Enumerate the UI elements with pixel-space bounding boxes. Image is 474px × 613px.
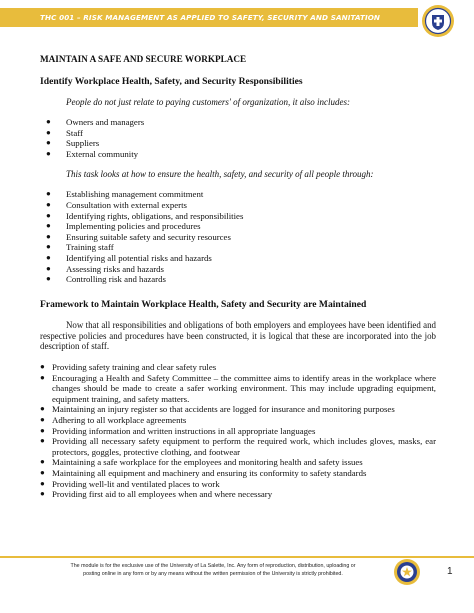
list-item: ● Adhering to all workplace agreements [40,415,187,426]
list-item: ● Providing first aid to all employees when and where necessary [40,489,273,500]
list-item: ● Identifying all potential risks and hazards [46,252,212,263]
task-list [40,189,436,284]
list-item: ● Ensuring suitable safety and security resources [46,231,231,242]
framework-paragraph: Now that all responsibilities and obligations of both employers and employees have been identified and respective policies and procedures have been constructed, it is logical that these are incorporated into the job description of staff. [40,319,436,352]
list-item: ● Identifying rights, obligations, and responsibilities [46,210,244,221]
list-item: ● Providing well-lit and ventilated places to work [40,478,220,489]
list-item: ● Maintaining an injury register so that accidents are logged for insurance and monitoring purposes [40,404,395,415]
university-seal-icon [421,4,455,38]
list-item: ● Maintaining all equipment and machinery and ensuring its conformity to safety standards [40,468,367,479]
list-item: ● Providing safety training and clear safety rules [40,362,217,373]
header-title: THC 001 – RISK MANAGEMENT AS APPLIED TO SAFETY, SECURITY AND SANITATION [40,13,381,22]
document-body [40,54,436,500]
subheading-responsibilities: Identify Workplace Health, Safety, and Security Responsibilities [40,76,303,87]
footer-line-2: posting online in any form or by any means without the written permission of the University is strictly prohibited. [83,571,343,577]
footer-line-1: The module is for the exclusive use of the University of La Salette, Inc. Any form of reproduction, distribution, uploading or [70,563,356,569]
list-item: ● Establishing management commitment [46,189,204,200]
list-item: ● Staff [46,127,83,138]
list-item: ● Providing information and written instructions in all appropriate languages [40,425,316,436]
header-bar [0,8,418,27]
list-item: ● Owners and managers [46,117,145,127]
list-item: ● Providing all necessary safety equipment to perform the required work, which includes gloves, masks, ear protectors, goggles, protective clothing, and footwear [40,436,436,457]
list-item: ● Consultation with external experts [46,199,187,210]
list-item: ● Suppliers [46,138,100,149]
intro-text-2: This task looks at how to ensure the health, safety, and security of all people through: [66,169,374,180]
page-number: 1 [447,566,453,577]
list-item: ● Controlling risk and hazards [46,274,166,285]
framework-list [40,362,436,500]
list-item: ● Encouraging a Health and Safety Committee – the committee aims to identify areas in the workplace where changes should be made to create a safer working environment. This may include upgrading equipment, equipment training, and safety matters. [40,372,436,404]
footer-seal-icon [393,558,421,586]
section-heading: MAINTAIN A SAFE AND SECURE WORKPLACE [40,54,247,64]
list-item: ● Training staff [46,242,114,253]
list-item: ● Assessing risks and hazards [46,263,164,274]
footer-notice [40,562,386,578]
list-item: ● Maintaining a safe workplace for the employees and monitoring health and safety issues [40,457,363,468]
subheading-framework: Framework to Maintain Workplace Health, Safety and Security are Maintained [40,298,367,310]
list-item: ● External community [46,148,139,159]
stakeholder-list [40,117,436,159]
intro-text-1: People do not just relate to paying customers' of organization, it also includes: [66,97,350,107]
list-item: ● Implementing policies and procedures [46,221,201,232]
